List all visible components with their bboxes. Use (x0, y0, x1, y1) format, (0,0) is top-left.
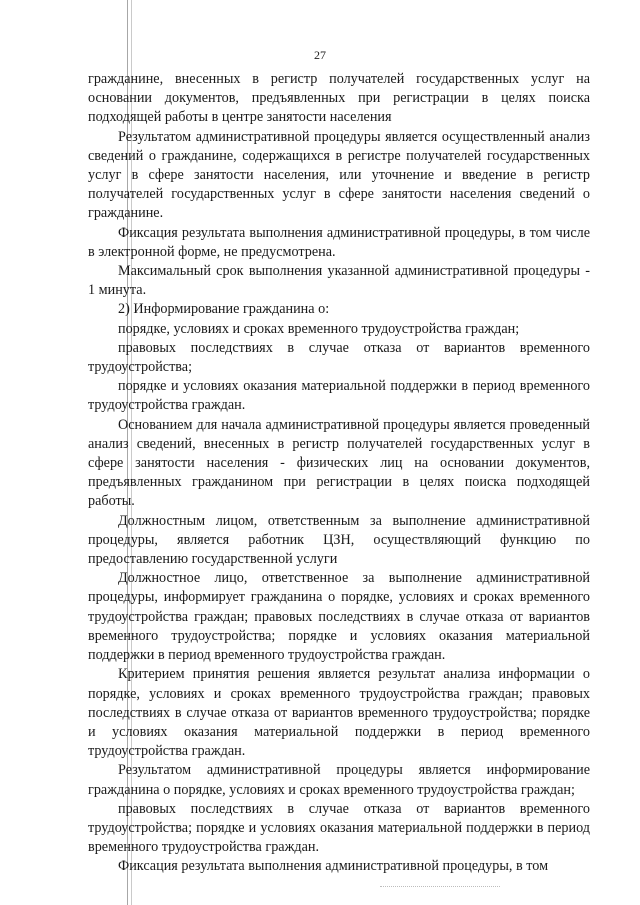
paragraph: порядке, условиях и сроках временного трудоустройства граждан; (118, 320, 520, 337)
paragraph: Фиксация результата выполнения административной процедуры, в том (118, 858, 549, 875)
paragraph: Основанием для начала административной процедуры является проведенный анализ сведений, внесенных в регистр получателей государственных услуг в сфере занятости населения - физических лиц на основании документов, предъявленных гражданином при регистрации в целях поиска подходящей работы. (88, 416, 590, 510)
paragraph: Должностным лицом, ответственным за выполнение административной процедуры, является работник ЦЗН, осуществляющий функцию по предоставлению государственной услуги (88, 512, 590, 568)
paragraph: Должностное лицо, ответственное за выполнение административной процедуры, информирует гражданина о порядке, условиях и сроках временного трудоустройства граждан; правовых последствиях в случае отказа от вариантов временного трудоустройства; порядке и условиях оказания материальной поддержки в период временного трудоустройства граждан. (88, 570, 590, 664)
paragraph: 2) Информирование гражданина о: (118, 301, 330, 318)
paragraph: порядке и условиях оказания материальной поддержки в период временного трудоустройства граждан. (88, 378, 590, 414)
document-body (88, 70, 590, 877)
paragraph: Максимальный срок выполнения указанной административной процедуры - 1 минута. (88, 263, 590, 299)
paragraph: правовых последствиях в случае отказа от вариантов временного трудоустройства; порядке и условиях оказания материальной поддержки в период временного трудоустройства граждан. (88, 800, 590, 856)
paragraph: правовых последствиях в случае отказа от вариантов временного трудоустройства; (88, 339, 590, 376)
paragraph: Фиксация результата выполнения административной процедуры, в том числе в электронной форме, не предусмотрена. (88, 224, 590, 260)
paragraph: Результатом административной процедуры является осуществленный анализ сведений о гражданине, содержащихся в регистре получателей государственных услуг в сфере занятости населения, или уточнение и введение в регистр получателей государственных услуг в сфере занятости населения сведений о гражданине. (88, 128, 590, 222)
page-number: 27 (314, 48, 326, 62)
scan-artifact (380, 883, 500, 887)
paragraph: Результатом административной процедуры является информирование гражданина о порядке, условиях и сроках временного трудоустройства граждан; (88, 762, 590, 798)
paragraph: гражданине, внесенных в регистр получателей государственных услуг на основании документов, предъявленных при регистрации в целях поиска подходящей работы в центре занятости населения (88, 71, 590, 126)
paragraph: Критерием принятия решения является результат анализа информации о порядке, условиях и сроках временного трудоустройства граждан; правовых последствиях в случае отказа от вариантов временного трудоустройства; порядке и условиях оказания материальной поддержки в период временного трудоустройства граждан. (88, 666, 590, 760)
